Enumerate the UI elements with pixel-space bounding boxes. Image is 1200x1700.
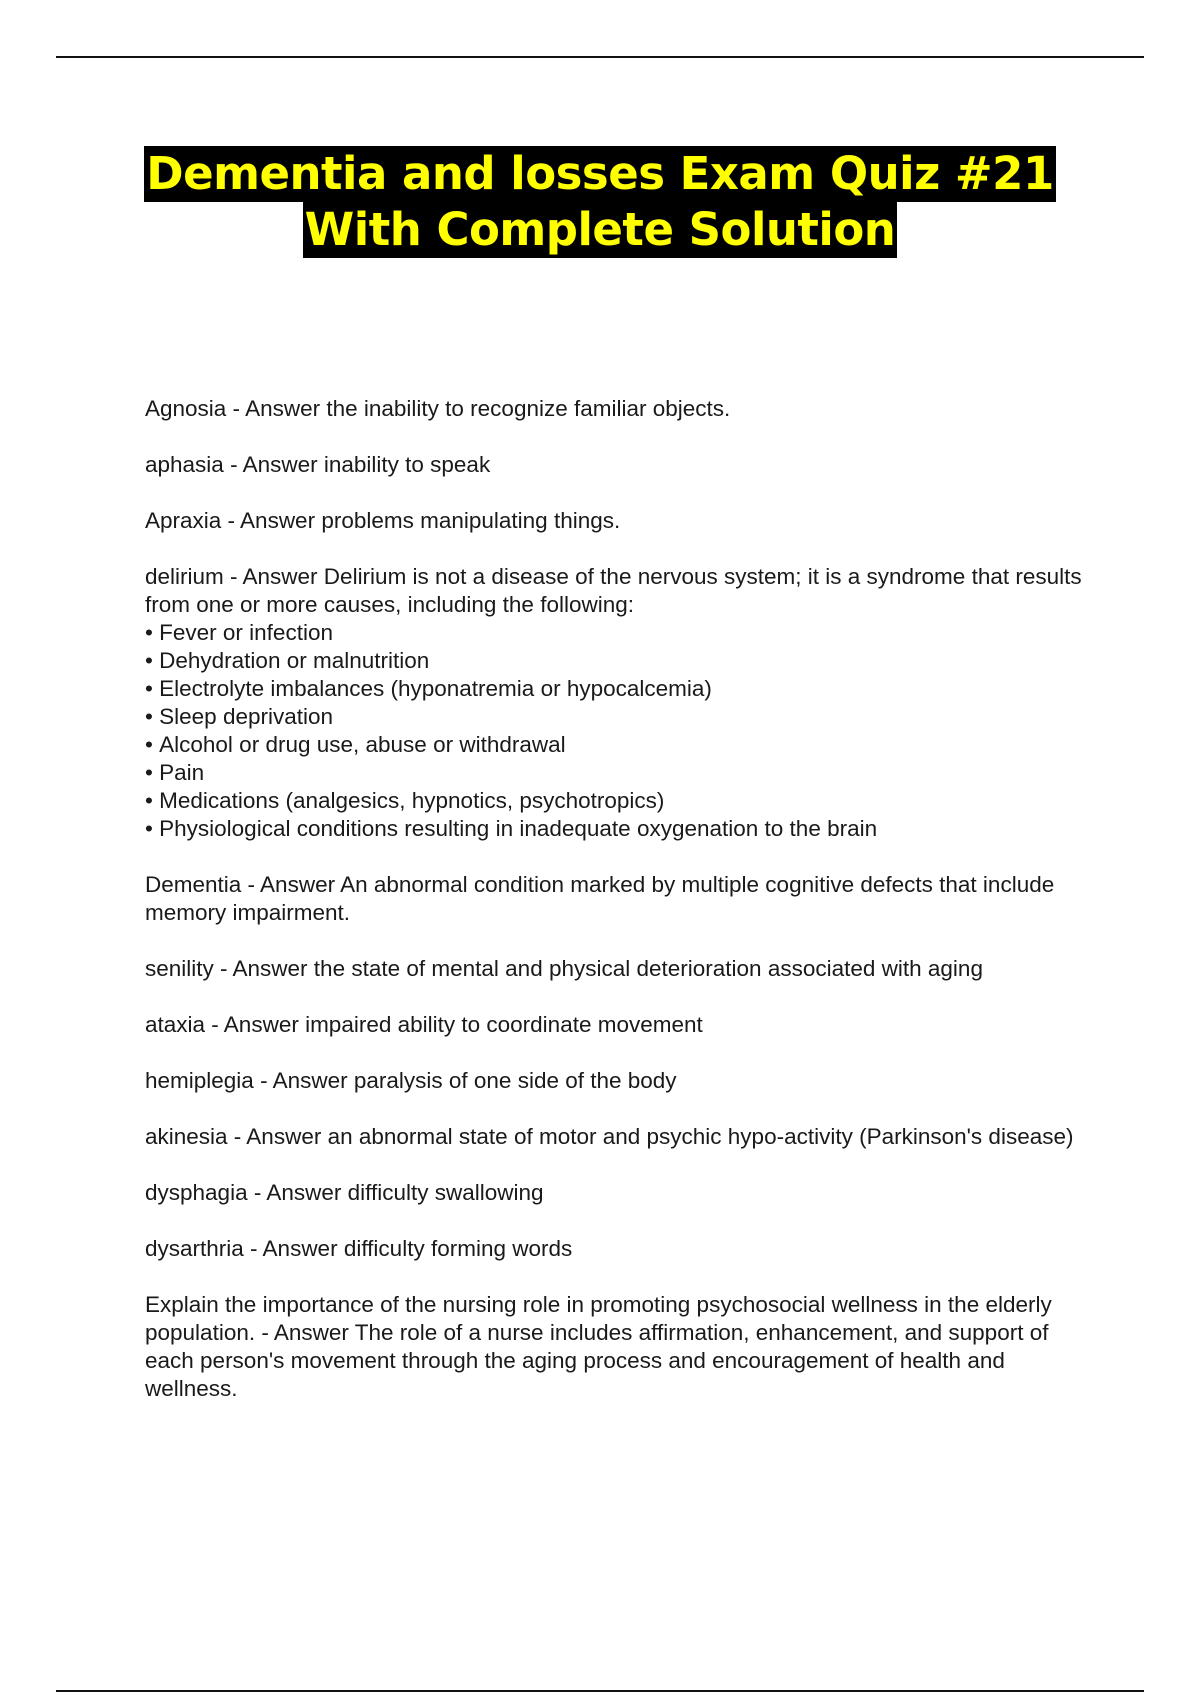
qa-list (145, 395, 1085, 1431)
entry-text: ataxia - Answer impaired ability to coordinate movement (145, 1012, 703, 1037)
title-line-1: Dementia and losses Exam Quiz #21 (146, 147, 1054, 200)
delirium-causes-list (145, 619, 1085, 843)
list-item: • Sleep deprivation (145, 703, 1085, 731)
list-item: • Dehydration or malnutrition (145, 647, 1085, 675)
entry-delirium (145, 563, 1085, 843)
list-item: • Alcohol or drug use, abuse or withdrawal (145, 731, 1085, 759)
entry-akinesia (145, 1123, 1085, 1151)
entry-text: Agnosia - Answer the inability to recognize familiar objects. (145, 396, 731, 421)
entry-text: Dementia - Answer An abnormal condition marked by multiple cognitive defects that include memory impairment. (145, 872, 1055, 925)
entry-dysarthria (145, 1235, 1085, 1263)
bottom-rule (56, 1690, 1144, 1692)
entry-ataxia (145, 1011, 1085, 1039)
entry-text: aphasia - Answer inability to speak (145, 452, 491, 477)
entry-text: delirium - Answer Delirium is not a disease of the nervous system; it is a syndrome that results from one or more causes, including the following: (145, 564, 1082, 617)
list-item: • Electrolyte imbalances (hyponatremia or hypocalcemia) (145, 675, 1085, 703)
title-line-2: With Complete Solution (304, 203, 896, 256)
top-rule (56, 56, 1144, 58)
list-item: • Physiological conditions resulting in inadequate oxygenation to the brain (145, 815, 1085, 843)
page-title (0, 146, 1200, 258)
entry-senility (145, 955, 1085, 983)
entry-text: Explain the importance of the nursing role in promoting psychosocial wellness in the elderly population. - Answer The role of a nurse includes affirmation, enhancement, and support of each person's movement through the aging process and encouragement of health and wellness. (145, 1292, 1052, 1401)
entry-agnosia (145, 395, 1085, 423)
entry-nursing-role (145, 1291, 1085, 1403)
entry-apraxia (145, 507, 1085, 535)
entry-text: senility - Answer the state of mental and physical deterioration associated with aging (145, 956, 983, 981)
entry-text: dysarthria - Answer difficulty forming words (145, 1236, 573, 1261)
entry-text: akinesia - Answer an abnormal state of motor and psychic hypo-activity (Parkinson's disease) (145, 1124, 1074, 1149)
entry-hemiplegia (145, 1067, 1085, 1095)
entry-dysphagia (145, 1179, 1085, 1207)
entry-text: dysphagia - Answer difficulty swallowing (145, 1180, 544, 1205)
entry-dementia (145, 871, 1085, 927)
list-item: • Fever or infection (145, 619, 1085, 647)
entry-aphasia (145, 451, 1085, 479)
list-item: • Pain (145, 759, 1085, 787)
entry-text: Apraxia - Answer problems manipulating things. (145, 508, 621, 533)
list-item: • Medications (analgesics, hypnotics, psychotropics) (145, 787, 1085, 815)
entry-text: hemiplegia - Answer paralysis of one side of the body (145, 1068, 677, 1093)
